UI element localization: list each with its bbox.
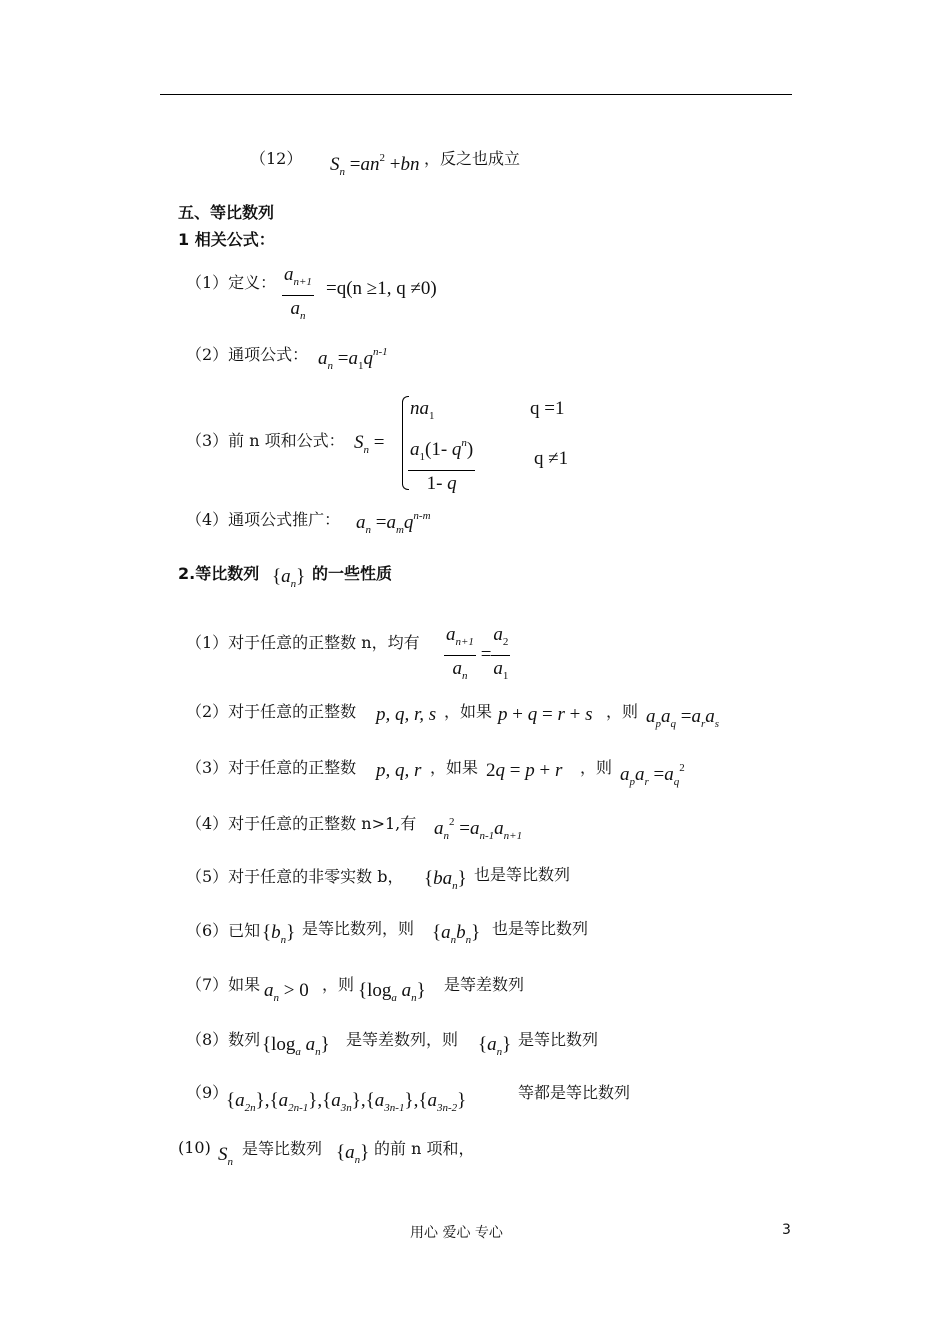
property-7-condition: $a_n > 0$ bbox=[264, 980, 309, 1004]
subsection-2-sequence: $\{a_n\}$ bbox=[272, 566, 306, 590]
formula-3-case2-cond: q ≠1 bbox=[534, 448, 569, 469]
formula-3-case1-expr: $na_1$ bbox=[410, 398, 435, 422]
property-3-label: （3）对于任意的正整数 bbox=[186, 758, 357, 777]
property-9-label: （9） bbox=[186, 1083, 229, 1102]
property-6-seq-ab: $\{a_nb_n\}$ bbox=[432, 922, 481, 946]
property-5-sequence: $\{ba_n\}$ bbox=[424, 868, 467, 892]
formula-2-expression: $a_n =a_1q^{n-1}$ bbox=[318, 346, 388, 372]
property-6-seq-b: $\{b_n\}$ bbox=[262, 922, 296, 946]
property-6-label: （6）已知 bbox=[186, 921, 261, 940]
subsection-1-title: 1 相关公式： bbox=[178, 230, 275, 249]
header-rule bbox=[160, 94, 792, 95]
formula-3-label: （3）前 n 项和公式： bbox=[186, 431, 345, 450]
formula-1-condition: =q(n ≥1, q ≠0) bbox=[326, 278, 437, 299]
property-2-vars: p, q, r, s bbox=[376, 704, 437, 725]
property-1-label: （1）对于任意的正整数 n，均有 bbox=[186, 633, 420, 652]
property-7-mid: ，则 bbox=[322, 975, 355, 994]
property-9-sequences: $\{a_{2n}\},\{a_{2n-1}\},\{a_{3n}\},\{a_{3n-1}\},\{a_{3n-2}\}$ bbox=[226, 1090, 467, 1114]
property-8-mid: 是等差数列，则 bbox=[346, 1030, 459, 1049]
property-4-label: （4）对于任意的正整数 n>1,有 bbox=[186, 814, 417, 833]
property-8-log-seq: {$\log_a$ $a_n$} bbox=[262, 1034, 330, 1058]
property-3-mid: ，如果 bbox=[430, 758, 479, 777]
item-12-formula: $S_n =an^2 +bn$ bbox=[330, 152, 420, 178]
property-7-label: （7）如果 bbox=[186, 975, 261, 994]
subsection-2-title-b: 的一些性质 bbox=[312, 564, 393, 583]
formula-3-case1-cond: q =1 bbox=[530, 398, 565, 419]
section-title: 五、等比数列 bbox=[178, 203, 275, 222]
property-10-mid: 是等比数列 bbox=[242, 1139, 323, 1158]
property-8-label: （8）数列 bbox=[186, 1030, 261, 1049]
property-3-vars: p, q, r bbox=[376, 760, 422, 781]
item-12-text: ，反之也成立 bbox=[424, 149, 521, 168]
formula-4-label: （4）通项公式推广： bbox=[186, 510, 341, 529]
footer-text: 用心 爱心 专心 bbox=[410, 1225, 503, 1241]
property-5-tail: 也是等比数列 bbox=[474, 865, 571, 884]
item-12-label: （12） bbox=[250, 149, 303, 168]
property-6-tail: 也是等比数列 bbox=[492, 919, 589, 938]
property-2-label: （2）对于任意的正整数 bbox=[186, 702, 357, 721]
formula-1-label: （1）定义： bbox=[186, 273, 277, 292]
property-3-then: ，则 bbox=[580, 758, 613, 777]
formula-3-case2-expr: $\frac{a_1(1- q^n)}{1- q}$ bbox=[408, 430, 475, 497]
formula-1-fraction: $\frac{a_{n+1}}{a_n}$ bbox=[284, 264, 312, 322]
formula-4-expression: $a_n =a_mq^{n-m}$ bbox=[356, 510, 431, 536]
property-2-result: $a_pa_q =a_ra_s$ bbox=[646, 706, 720, 730]
page-number: 3 bbox=[782, 1222, 791, 1238]
property-10-sequence: $\{a_n\}$ bbox=[336, 1142, 370, 1166]
property-7-sequence: {$\log_a$ $a_n$} bbox=[358, 980, 426, 1004]
property-8-tail: 是等比数列 bbox=[518, 1030, 599, 1049]
property-2-then: ，则 bbox=[606, 702, 639, 721]
property-7-tail: 是等差数列 bbox=[444, 975, 525, 994]
property-10-tail: 的前 n 项和， bbox=[374, 1139, 475, 1158]
property-8-sequence: $\{a_n\}$ bbox=[478, 1034, 512, 1058]
property-1-formula: $\frac{a_{n+1}}{a_n}$ = $\frac{a_2}{a_1}$ bbox=[446, 624, 509, 682]
property-2-mid: ，如果 bbox=[444, 702, 493, 721]
property-10-s: $S_n$ bbox=[218, 1144, 233, 1168]
property-6-mid: 是等比数列，则 bbox=[302, 919, 415, 938]
property-10-label: (10) bbox=[178, 1138, 211, 1157]
property-3-result: $a_pa_r =a_q^2$ bbox=[620, 762, 685, 788]
property-9-tail: 等都是等比数列 bbox=[518, 1083, 631, 1102]
property-2-condition: p + q = r + s bbox=[498, 704, 593, 725]
subsection-2-title-a: 2.等比数列 bbox=[178, 564, 260, 583]
formula-2-label: （2）通项公式： bbox=[186, 345, 309, 364]
property-3-condition: 2q = p + r bbox=[486, 760, 563, 781]
formula-3-lhs: $S_n$ = bbox=[354, 432, 385, 456]
property-4-formula: $a_n^2 =a_{n-1}a_{n+1}$ bbox=[434, 816, 523, 842]
property-5-label: （5）对于任意的非零实数 b， bbox=[186, 867, 404, 886]
